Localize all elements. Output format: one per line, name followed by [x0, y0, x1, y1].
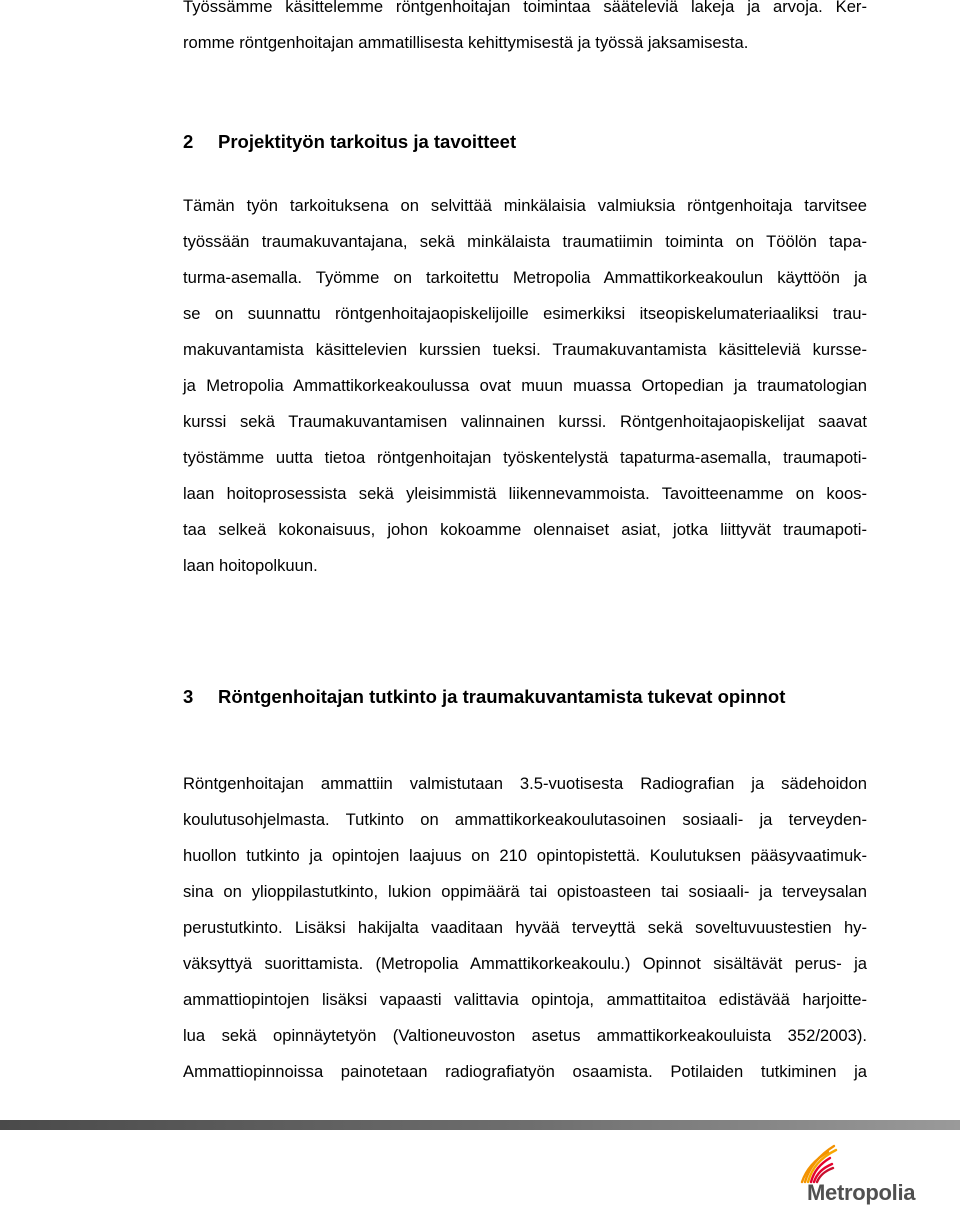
section-3-line-8: lua sekä opinnäytetyön (Valtioneuvoston asetus ammattikorkeakouluista 352/2003).	[183, 1026, 867, 1045]
section-2-line-7: kurssi sekä Traumakuvantamisen valinnainen kurssi. Röntgenhoitajaopiskelijat saavat	[183, 412, 867, 431]
section-3-line-4: sina on ylioppilastutkinto, lukion oppimäärä tai opistoasteen tai sosiaali- ja terveysalan	[183, 882, 867, 901]
footer-band	[0, 1120, 960, 1130]
intro-line-2: romme röntgenhoitajan ammatillisesta kehittymisestä ja työssä jaksamisesta.	[183, 33, 749, 52]
section-2-line-2: työssään traumakuvantajana, sekä minkälaista traumatiimin toiminta on Töölön tapa-	[183, 232, 867, 251]
section-3-line-5: perustutkinto. Lisäksi hakijalta vaaditaan hyvää terveyttä sekä soveltuvuustestien hy-	[183, 918, 867, 937]
section-2-title: Projektityön tarkoitus ja tavoitteet	[218, 131, 517, 152]
section-2-line-3: turma-asemalla. Työmme on tarkoitettu Metropolia Ammattikorkeakoulun käyttöön ja	[183, 268, 867, 287]
section-3-line-2: koulutusohjelmasta. Tutkinto on ammattikorkeakoulutasoinen sosiaali- ja terveyden-	[183, 810, 867, 829]
section-3-title: Röntgenhoitajan tutkinto ja traumakuvantamista tukevat opinnot	[218, 686, 786, 707]
intro-line-1: Työssämme käsittelemme röntgenhoitajan toimintaa sääteleviä lakeja ja arvoja. Ker-	[183, 0, 867, 16]
metropolia-logo	[790, 1138, 930, 1208]
section-2-line-8: työstämme uutta tietoa röntgenhoitajan työskentelystä tapaturma-asemalla, traumapoti-	[183, 448, 867, 467]
section-2-line-9: laan hoitoprosessista sekä yleisimmistä liikennevammoista. Tavoitteenamme on koos-	[183, 484, 867, 503]
section-2-line-11: laan hoitopolkuun.	[183, 556, 318, 575]
section-3-line-9: Ammattiopinnoissa painotetaan radiografiatyön osaamista. Potilaiden tutkiminen ja	[183, 1062, 867, 1081]
section-2-number: 2	[183, 131, 194, 152]
section-3-number: 3	[183, 686, 194, 707]
section-2-line-5: makuvantamista käsittelevien kurssien tueksi. Traumakuvantamista käsitteleviä kursse-	[183, 340, 867, 359]
section-2-line-10: taa selkeä kokonaisuus, johon kokoamme olennaiset asiat, jotka liittyvät traumapoti-	[183, 520, 867, 539]
section-3-heading	[183, 685, 785, 709]
section-3-line-6: väksyttyä suorittamista. (Metropolia Ammattikorkeakoulu.) Opinnot sisältävät perus- ja	[183, 954, 867, 973]
section-2-line-1: Tämän työn tarkoituksena on selvittää minkälaisia valmiuksia röntgenhoitaja tarvitsee	[183, 196, 867, 215]
section-2-line-4: se on suunnattu röntgenhoitajaopiskelijoille esimerkiksi itseopiskelumateriaaliksi trau-	[183, 304, 867, 323]
metropolia-logo-text: Metropolia	[807, 1180, 916, 1205]
section-2-line-6: ja Metropolia Ammattikorkeakoulussa ovat muun muassa Ortopedian ja traumatologian	[183, 376, 867, 395]
section-2-heading	[183, 130, 516, 154]
section-3-line-1: Röntgenhoitajan ammattiin valmistutaan 3.5-vuotisesta Radiografian ja sädehoidon	[183, 774, 867, 793]
section-3-line-3: huollon tutkinto ja opintojen laajuus on 210 opintopistettä. Koulutuksen pääsyvaatimuk-	[183, 846, 867, 865]
section-3-line-7: ammattiopintojen lisäksi vapaasti valittavia opintoja, ammattitaitoa edistävää harjoitte-	[183, 990, 867, 1009]
